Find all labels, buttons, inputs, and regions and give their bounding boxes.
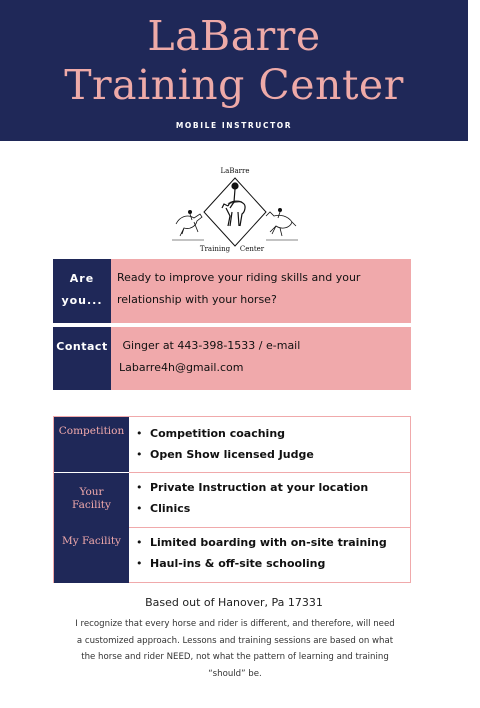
header-banner [0,0,468,141]
jumping-horse-left-icon [172,210,204,240]
logo-training-text: Training [199,245,231,253]
service-item: • Clinics [136,502,191,515]
logo-top-text: LaBarre [220,167,250,175]
service-item: • Limited boarding with on-site training [136,536,387,549]
intro-text [117,267,405,311]
intro-text-line1: Ready to improve your riding skills and your [117,271,361,284]
subtitle: MOBILE INSTRUCTOR [175,121,293,130]
horse-rider-icon [222,183,245,226]
intro-label-line2: you... [61,294,103,307]
service-item: • Competition coaching [136,427,286,440]
philosophy-line: “should” be. [208,668,262,679]
intro-box [53,259,411,323]
service-row-your-facility [54,473,410,528]
contact-label: Contact [53,327,111,390]
intro-label-line1: Are [69,272,95,285]
contact-phone: Ginger at 443-398-1533 / e-mail [119,339,301,352]
contact-box [53,327,411,390]
philosophy-line: a customized approach. Lessons and training sessions are based on what [76,635,394,646]
service-item: • Haul-ins & off-site schooling [136,557,326,570]
intro-label [53,259,111,323]
service-category-your-facility: Your Facility [54,473,129,528]
title-line-2: Training Center [64,61,404,109]
service-category-my-facility: My Facility [54,528,129,583]
service-category-competition: Competition [54,417,129,472]
intro-text-line2: relationship with your horse? [117,293,277,306]
service-item: • Open Show licensed Judge [136,448,314,461]
logo-center-text: Center [239,245,265,253]
contact-text [119,335,405,379]
service-row-my-facility [54,528,410,583]
location-text: Based out of Hanover, Pa 17331 [145,596,323,609]
service-item: • Private Instruction at your location [136,481,369,494]
jumping-horse-right-icon [266,208,298,240]
philosophy-paragraph [60,616,410,682]
philosophy-line: the horse and rider NEED, not what the pattern of learning and training [81,652,389,662]
philosophy-line: I recognize that every horse and rider is different, and therefore, will need [75,619,395,629]
contact-email[interactable]: Labarre4h@gmail.com [119,361,244,374]
services-table [53,416,411,583]
title-line-1: LaBarre [147,12,321,60]
logo [170,160,300,255]
service-row-competition [54,417,410,472]
